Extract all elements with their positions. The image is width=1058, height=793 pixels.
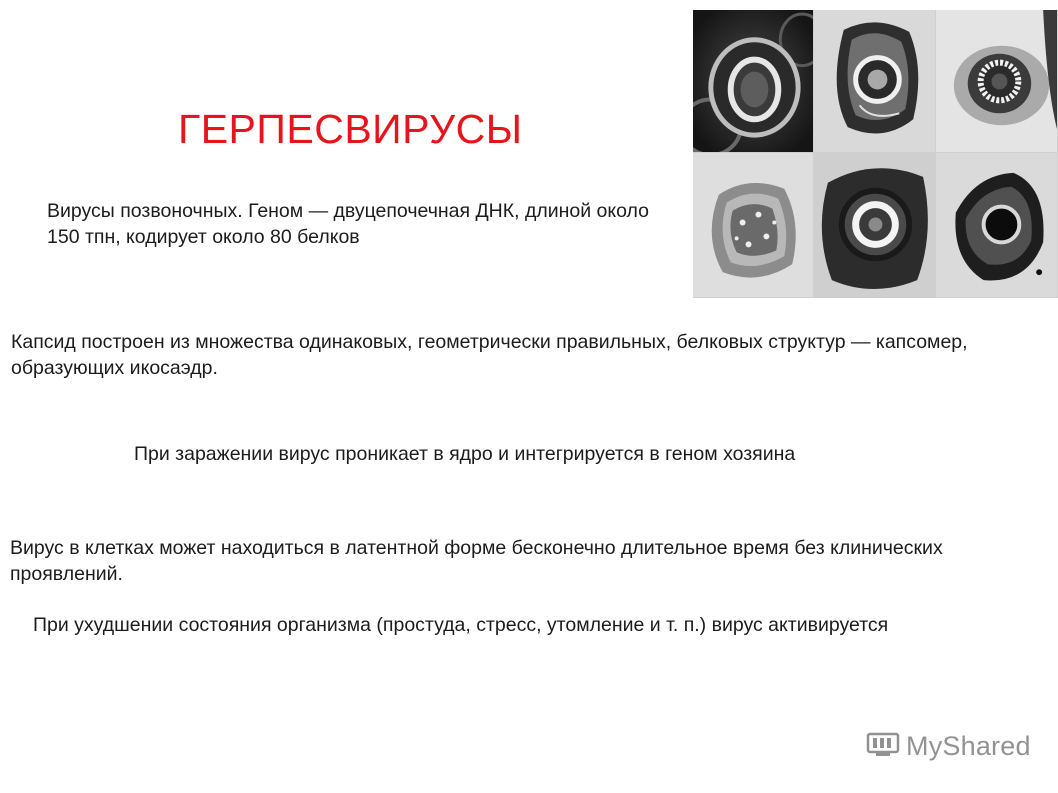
paragraph-capsid: Капсид построен из множества одинаковых, геометрически правильных, белковых структур — капсомер, образующих икосаэдр. <box>11 331 968 379</box>
micrograph-panel-3 <box>936 10 1058 153</box>
micrograph-panel-6 <box>936 153 1058 298</box>
micrograph-panel-1 <box>693 10 814 153</box>
micrograph-panel-2 <box>814 10 936 153</box>
electron-micrograph-grid <box>693 10 1058 298</box>
myshared-watermark <box>866 728 1031 765</box>
micrograph-panel-4 <box>693 153 814 298</box>
paragraph-activation: При ухудшении состояния организма (простуда, стресс, утомление и т. п.) вирус активируется <box>33 614 889 636</box>
myshared-wordmark: MyShared <box>906 731 1031 761</box>
myshared-logo-icon <box>866 728 900 765</box>
slide-title: ГЕРПЕСВИРУСЫ <box>178 106 523 152</box>
micrograph-panel-5 <box>814 153 936 298</box>
paragraph-genome: Вирусы позвоночных. Геном — двуцепочечная ДНК, длиной около 150 тпн, кодирует около 80 белков <box>47 200 649 248</box>
paragraph-latency: Вирус в клетках может находиться в латентной форме бесконечно длительное время без клинических проявлений. <box>10 537 943 585</box>
paragraph-infection: При заражении вирус проникает в ядро и интегрируется в геном хозяина <box>134 443 796 465</box>
